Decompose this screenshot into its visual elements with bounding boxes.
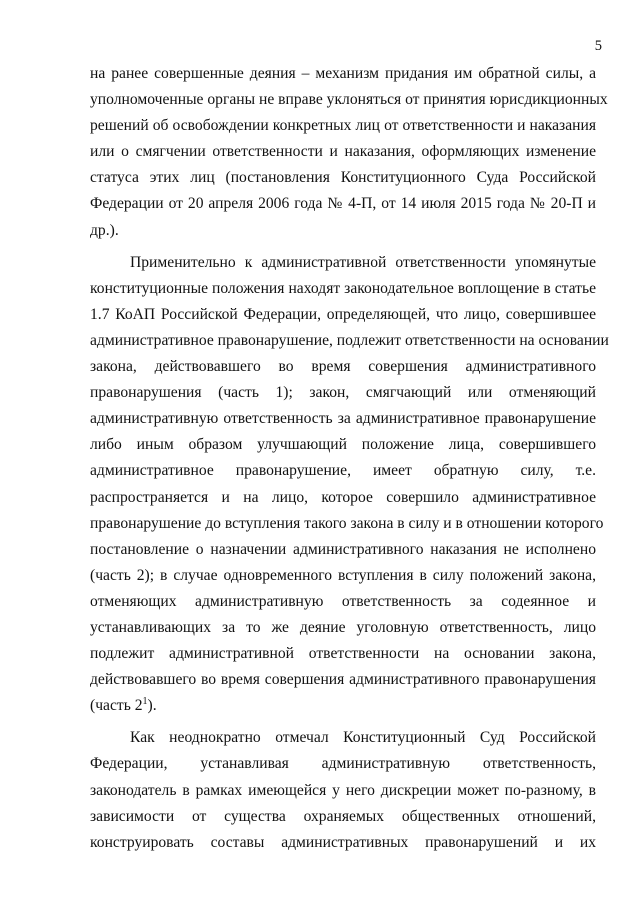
- text-line: конструировать составы административных правонарушений и их: [90, 833, 596, 851]
- text-line: правонарушения (часть 1); закон, смягчающий или отменяющий: [90, 384, 596, 402]
- text-line: 1.7 КоАП Российской Федерации, определяющей, что лицо, совершившее: [90, 305, 596, 323]
- text-line: отменяющих административную ответственность за содеянное и: [90, 592, 596, 610]
- document-body: [90, 61, 609, 856]
- text-line: действовавшего во время совершения административного правонарушения: [90, 671, 596, 689]
- text-line-with-footnote: [90, 693, 596, 719]
- text-line: (часть 2); в случае одновременного вступления в силу положений закона,: [90, 566, 596, 584]
- paragraph-1: [90, 61, 608, 244]
- text-line: административное правонарушение, имеет обратную силу, т.е.: [90, 462, 596, 480]
- paragraph-3: [90, 725, 596, 855]
- text-line: правонарушение до вступления такого закона в силу и в отношении которого: [90, 514, 604, 532]
- text-line: устанавливающих за то же деяние уголовную ответственность, лицо: [90, 618, 596, 636]
- text-line: закона, действовавшего во время совершения административного: [90, 358, 596, 376]
- page-number: 5: [594, 38, 602, 54]
- text-line: на ранее совершенные деяния – механизм придания им обратной силы, а: [90, 65, 596, 82]
- text-line: др.).: [90, 221, 119, 239]
- text-line: распространяется и на лицо, которое совершило административное: [90, 488, 596, 506]
- text-line: административную ответственность за административное правонарушение: [90, 410, 596, 428]
- text-line: Федерации, устанавливая административную ответственность,: [90, 755, 596, 773]
- text-line: решений об освобождении конкретных лиц от ответственности и наказания: [90, 117, 596, 135]
- paragraph-2: [90, 250, 609, 720]
- text-line: или о смягчении ответственности и наказания, оформляющих изменение: [90, 143, 596, 161]
- line-text: (часть 2: [90, 697, 143, 715]
- text-line: Применительно к административной ответственности упомянутые: [130, 253, 596, 271]
- text-line: подлежит административной ответственности на основании закона,: [90, 645, 596, 663]
- text-line: административное правонарушение, подлежит ответственности на основании: [90, 331, 609, 349]
- text-line: постановление о назначении административного наказания не исполнено: [90, 540, 596, 558]
- text-line: либо иным образом улучшающий положение лица, совершившего: [90, 436, 596, 454]
- text-line: Федерации от 20 апреля 2006 года № 4-П, от 14 июля 2015 года № 20-П и: [90, 195, 596, 213]
- text-line: конституционные положения находят законодательное воплощение в статье: [90, 279, 596, 297]
- text-line: Как неоднократно отмечал Конституционный Суд Российской: [130, 729, 596, 747]
- text-line: уполномоченные органы не вправе уклоняться от принятия юрисдикционных: [90, 91, 608, 109]
- text-line: статуса этих лиц (постановления Конституционного Суда Российской: [90, 169, 596, 187]
- text-line: зависимости от существа охраняемых общественных отношений,: [90, 807, 596, 825]
- line-text: ).: [147, 697, 157, 715]
- superscript-mark: 1: [142, 696, 148, 708]
- text-line: законодатель в рамках имеющейся у него дискреции может по-разному, в: [90, 781, 596, 799]
